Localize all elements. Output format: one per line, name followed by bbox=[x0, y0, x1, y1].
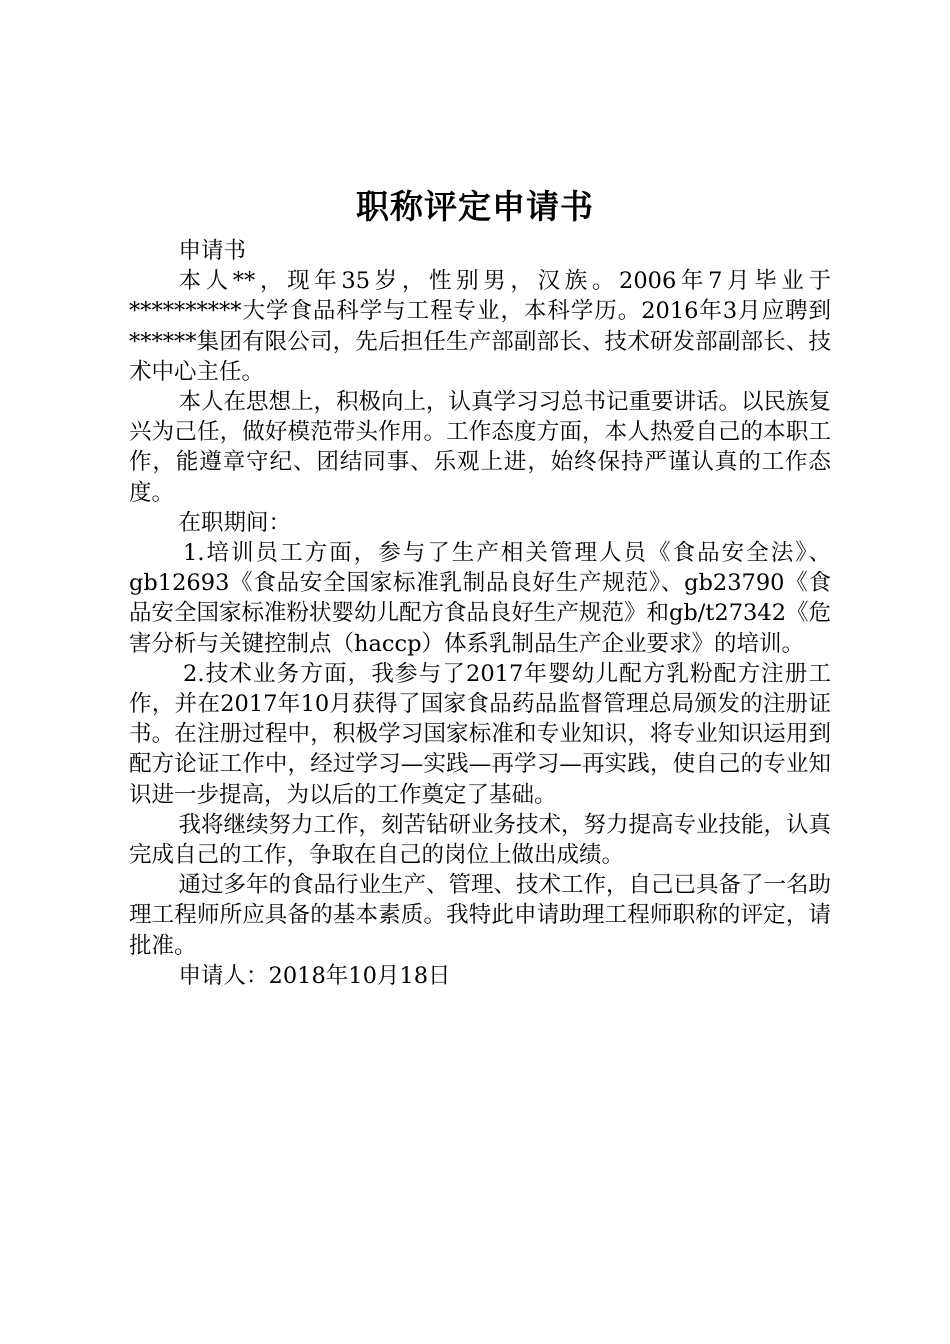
training-item-paragraph: 1.培训员工方面，参与了生产相关管理人员《食品安全法》、gb12693《食品安全国家标准乳制品良好生产规范》、gb23790《食品安全国家标准粉状婴幼儿配方食品良好生产规范》和gb/t27342《危害分析与关键控制点（haccp）体系乳制品生产企业要求》的培训。 bbox=[129, 540, 832, 657]
request-paragraph: 通过多年的食品行业生产、管理、技术工作，自己已具备了一名助理工程师所应具备的基本素质。我特此申请助理工程师职称的评定，请批准。 bbox=[129, 872, 832, 959]
subheading-paragraph: 申请书 bbox=[178, 238, 247, 264]
personal-info-paragraph: 本人**，现年35岁，性别男，汉族。2006年7月毕业于**********大学食品科学与工程专业，本科学历。2016年3月应聘到******集团有限公司，先后担任生产部副部长、技术研发部副部长、技术中心主任。 bbox=[129, 268, 831, 385]
attitude-paragraph: 本人在思想上，积极向上，认真学习习总书记重要讲话。以民族复兴为己任，做好模范带头作用。工作态度方面，本人热爱自己的本职工作，能遵章守纪、团结同事、乐观上进，始终保持严谨认真的工作态度。 bbox=[129, 389, 832, 506]
tenure-heading-paragraph: 在职期间： bbox=[178, 509, 292, 536]
commitment-paragraph: 我将继续努力工作，刻苦钻研业务技术，努力提高专业技能，认真完成自己的工作，争取在自己的岗位上做出成绩。 bbox=[129, 811, 832, 869]
document-body bbox=[129, 236, 831, 991]
document-title: 职称评定申请书 bbox=[356, 187, 594, 226]
technical-item-paragraph: 2.技术业务方面，我参与了2017年婴幼儿配方乳粉配方注册工作，并在2017年10月获得了国家食品药品监督管理总局颁发的注册证书。在注册过程中，积极学习国家标准和专业知识，将专业知识运用到配方论证工作中，经过学习—实践—再学习—再实践，使自己的专业知识进一步提高，为以后的工作奠定了基础。 bbox=[129, 660, 831, 808]
signature-date-paragraph: 申请人：2018年10月18日 bbox=[178, 962, 451, 989]
